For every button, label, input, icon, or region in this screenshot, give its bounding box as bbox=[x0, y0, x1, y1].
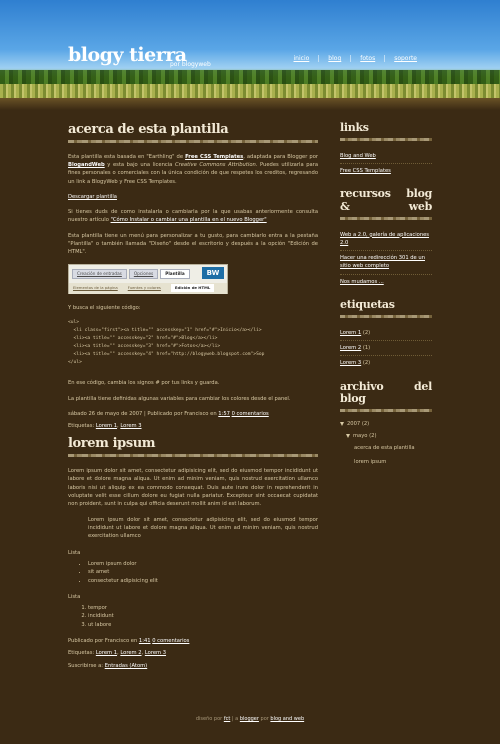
post-lorem bbox=[68, 436, 318, 670]
nav-soporte[interactable]: soporte bbox=[384, 55, 426, 62]
post-paragraph: En ese código, cambia los signos # por tus links y guarda. bbox=[68, 380, 220, 387]
archive-year[interactable] bbox=[340, 420, 432, 428]
etiquetas-list bbox=[340, 326, 432, 371]
subscribe-line bbox=[68, 662, 318, 670]
archive-month-label[interactable]: mayo bbox=[353, 433, 368, 440]
code-line: <li><a title="" accesskey="3" href="#">Fotos</a></li> bbox=[68, 344, 221, 350]
label-link[interactable]: Lorem 2 bbox=[120, 650, 142, 657]
label-item bbox=[340, 326, 432, 341]
labels-prefix: Etiquetas: bbox=[68, 650, 96, 657]
label-link[interactable]: Lorem 3 bbox=[340, 360, 362, 367]
post-title[interactable]: lorem ipsum bbox=[68, 436, 156, 452]
sidebar-divider bbox=[340, 409, 432, 412]
screenshot-tab: Creación de entradas bbox=[72, 269, 127, 280]
label-item bbox=[340, 356, 432, 370]
screenshot-subtab: Fuentes y colores bbox=[127, 285, 161, 291]
archive-year-label[interactable]: 2007 bbox=[347, 420, 361, 427]
screenshot-subtabs bbox=[69, 283, 227, 294]
code-line: <li class="first"><a title="" accesskey="1" href="#">Inicio</a></li> bbox=[68, 328, 262, 334]
post-paragraph: La plantilla tiene definidas algunas variables para cambiar los colores desde el panel. bbox=[68, 395, 291, 402]
top-nav bbox=[285, 55, 426, 62]
grass-decoration bbox=[0, 84, 500, 98]
screenshot-tab-active: Plantilla bbox=[160, 269, 189, 280]
bullet-list bbox=[88, 560, 318, 585]
blogger-tabs-screenshot bbox=[68, 264, 228, 294]
archive-post-item bbox=[354, 441, 432, 455]
post-paragraph: Lorem ipsum dolor sit amet, consectetur adipisicing elit, sed do eiusmod tempor incididunt ut labore et dolore magna aliqua. Ut enim ad minim veniam, quis nostrud exercitation ullamco laboris nisi ut aliquip ex ea commodo consequat. Duis aute irure dolor in reprehenderit in voluptate velit esse cillum dolore eu fugiat nulla pariatur. Excepteur sint occaecat cupidatat non proident, sunt in culpa qui officia deserunt mollit anim id est laborum. bbox=[68, 468, 318, 508]
link-free-css[interactable]: Free CSS Templates bbox=[185, 153, 244, 160]
screenshot-subtab-active: Edición de HTML bbox=[171, 284, 214, 292]
title-divider bbox=[68, 454, 318, 457]
post-meta bbox=[68, 410, 318, 418]
comments-link[interactable]: 0 comentarios bbox=[152, 638, 190, 645]
post-paragraph: Y busca el siguiente código: bbox=[68, 304, 141, 311]
label-item bbox=[340, 341, 432, 356]
blog-subtitle: por blogyweb bbox=[170, 61, 211, 68]
post-paragraph bbox=[68, 153, 318, 186]
license-text: Creative Commons Attribution bbox=[174, 161, 256, 168]
archive-month[interactable] bbox=[346, 432, 432, 440]
sidebar-link bbox=[340, 164, 432, 178]
recurso-link[interactable]: Web a 2.0, galería de aplicaciones 2.0 bbox=[340, 231, 430, 246]
post-time-link[interactable]: 1:41 bbox=[138, 638, 151, 645]
footer-link-blogger[interactable]: blogger bbox=[239, 716, 259, 722]
archive-year-count: (2) bbox=[361, 420, 370, 427]
sidebar-link bbox=[340, 149, 432, 164]
soil-decoration bbox=[0, 98, 500, 110]
list-label: Lista bbox=[68, 593, 81, 600]
post-author: Publicado por Francisco en bbox=[68, 638, 139, 645]
footer-link-fct[interactable]: fct bbox=[223, 716, 231, 722]
screenshot-subtab: Elementos de la página bbox=[73, 285, 118, 291]
label-link[interactable]: Lorem 3 bbox=[120, 423, 142, 430]
archive-post-item bbox=[354, 455, 432, 469]
label-count: (2) bbox=[362, 360, 371, 367]
expand-arrow-icon[interactable] bbox=[340, 422, 344, 426]
recurso-link[interactable]: Hacer una redirección 301 de un sitio web completo bbox=[340, 255, 425, 270]
sidebar-divider bbox=[340, 217, 432, 220]
post-paragraph: Esta plantilla tiene un menú para personalizar a tu gusto, para cambiarlo entra a la pestaña "Plantilla" o también llamada "Diseño" desde el escritorio y después a la opción "Edición de HTML". bbox=[68, 232, 318, 256]
text: , adaptada para Blogger por bbox=[243, 153, 318, 160]
label-link[interactable]: Lorem 1 bbox=[95, 423, 118, 430]
code-line: <li><a title="" accesskey="2" href="#">Blog</a></li> bbox=[68, 336, 218, 342]
label-link[interactable]: Lorem 1 bbox=[95, 650, 118, 657]
code-line: <li><a title="" accesskey="4" href="http://blogyweb.blogspot.com">Sop bbox=[68, 352, 265, 358]
text: Esta plantilla esta basada en "Earthling" de bbox=[68, 153, 186, 160]
download-line bbox=[68, 193, 318, 201]
footer-text: | a bbox=[230, 716, 240, 722]
comments-link[interactable]: 0 comentarios bbox=[231, 410, 269, 417]
link-blogandweb[interactable]: BlogandWeb bbox=[68, 161, 105, 168]
footer-text: diseño por bbox=[195, 716, 224, 722]
footer-text: por bbox=[258, 716, 271, 722]
post-paragraph bbox=[68, 208, 318, 225]
download-link[interactable]: Descargar plantilla bbox=[68, 193, 117, 200]
nav-inicio[interactable]: inicio bbox=[293, 55, 310, 62]
post-meta bbox=[68, 637, 318, 645]
text: Si tienes duds de como instalarla o cambiarla por la que usabas anteriormente consulta nuestro artículo bbox=[68, 209, 318, 224]
list-label: Lista bbox=[68, 549, 81, 556]
treeline-decoration bbox=[0, 70, 500, 84]
blog-archive bbox=[340, 420, 432, 469]
post-author: | Publicado por Francisco en bbox=[142, 410, 219, 417]
archive-post-link[interactable]: lorem ipsum bbox=[354, 458, 387, 465]
link-blog-and-web[interactable]: Blog and Web bbox=[340, 152, 376, 159]
sidebar-divider bbox=[340, 315, 432, 318]
expand-arrow-icon[interactable] bbox=[346, 434, 350, 438]
numbered-list bbox=[88, 604, 318, 629]
subscribe-link[interactable]: Entradas (Atom) bbox=[104, 662, 148, 669]
recursos-list bbox=[340, 228, 432, 290]
label-count: (1) bbox=[362, 345, 371, 352]
code-line: </ul> bbox=[68, 360, 82, 366]
list-item: • sit amet bbox=[88, 568, 318, 576]
bw-logo: BW bbox=[202, 267, 224, 279]
screenshot-tab: Opciones bbox=[129, 269, 158, 280]
labels-prefix: Etiquetas: bbox=[68, 423, 96, 430]
archive-posts bbox=[354, 441, 432, 470]
nav-fotos[interactable]: fotos bbox=[350, 55, 384, 62]
blockquote: Lorem ipsum dolor sit amet, consectetur adipisicing elit, sed do eiusmod tempor incididunt ut labore et dolore magna aliqua. Ut enim ad minim veniam, quis nostrud exercitation ullamco bbox=[88, 516, 318, 540]
text: . Puedes utilizarla para fines personales o comerciales con la única condición de que respetes los creditos, regresando un link a BlogyWeb y Free CSS Templates. bbox=[68, 161, 318, 185]
sidebar-title-etiquetas: etiquetas bbox=[340, 298, 395, 312]
footer bbox=[0, 716, 500, 722]
main-content bbox=[68, 122, 318, 674]
list-item: 2. incididunt bbox=[88, 612, 318, 620]
code-line: <ul> bbox=[68, 320, 80, 326]
header bbox=[0, 0, 500, 110]
post-time-link[interactable]: 1:57 bbox=[218, 410, 230, 417]
sidebar-title-archivo: archivo del blog bbox=[340, 379, 432, 406]
screenshot-tabs bbox=[72, 269, 192, 280]
post-title[interactable]: acerca de esta plantilla bbox=[68, 122, 229, 137]
post-labels: Etiquetas: Lorem 1, Lorem 3 bbox=[68, 423, 142, 430]
sidebar-link bbox=[340, 275, 432, 289]
code-block bbox=[68, 319, 318, 367]
label-link[interactable]: Lorem 2 bbox=[340, 345, 362, 352]
post-labels: Etiquetas: Lorem 1, Lorem 2, Lorem 3 bbox=[68, 650, 167, 657]
list-item: 3. ut labore bbox=[88, 621, 318, 629]
sidebar bbox=[340, 122, 432, 469]
list-item: 1. tempor bbox=[88, 604, 318, 612]
sidebar-divider bbox=[340, 138, 432, 141]
post-acerca bbox=[68, 122, 318, 430]
text: y esta bajo una licencia bbox=[104, 161, 175, 168]
blog-title[interactable]: blogy tierra bbox=[68, 44, 187, 66]
links-list bbox=[340, 149, 432, 179]
label-count: (2) bbox=[362, 329, 371, 336]
footer-link-blog-and-web[interactable]: blog and web bbox=[270, 716, 305, 722]
sidebar-link bbox=[340, 251, 432, 275]
list-item: • consectetur adipisicing elit bbox=[88, 577, 318, 585]
sidebar-title-recursos: recursos blog & web bbox=[340, 187, 432, 213]
list-item: • Lorem ipsum dolor bbox=[88, 560, 318, 568]
link-free-css-templates[interactable]: Free CSS Templates bbox=[340, 167, 391, 174]
recurso-link[interactable]: Nos mudamos ... bbox=[340, 278, 384, 285]
sidebar-link bbox=[340, 228, 432, 252]
sidebar-title-links: links bbox=[340, 121, 369, 134]
title-divider bbox=[68, 140, 318, 143]
archive-month-count: (2) bbox=[369, 433, 377, 440]
subscribe-prefix: Suscribirse a: bbox=[68, 662, 105, 669]
archive-post-link[interactable]: acerca de esta plantilla bbox=[354, 444, 415, 451]
label-link[interactable]: Lorem 3 bbox=[144, 650, 167, 657]
nav-blog[interactable]: blog bbox=[318, 55, 350, 62]
label-link[interactable]: Lorem 1 bbox=[340, 329, 362, 336]
install-article-link[interactable]: "Cómo Instalar o cambiar una plantilla en el nuevo Blogger" bbox=[110, 217, 267, 224]
post-date: sábado 26 de mayo de 2007 bbox=[68, 410, 143, 417]
